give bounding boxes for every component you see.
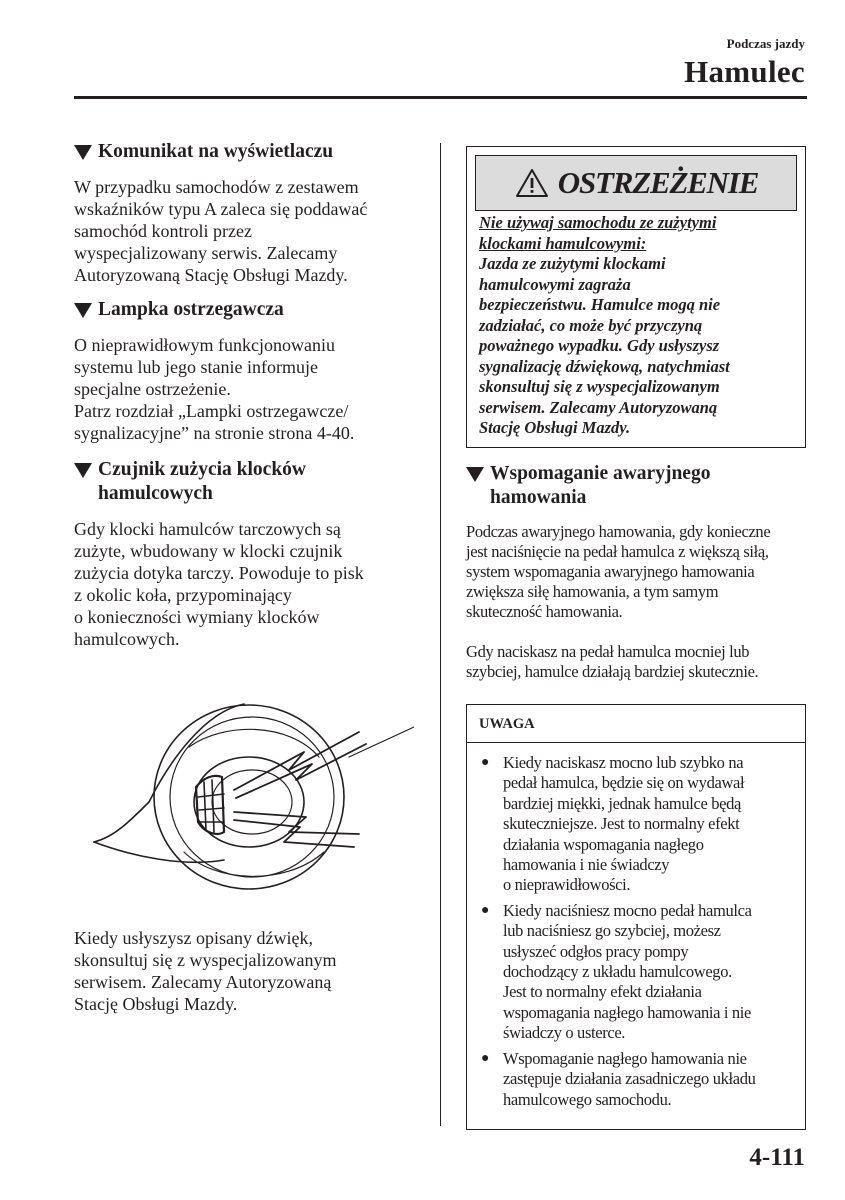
brake-wear-illustration [74, 682, 414, 912]
header-rule [74, 96, 807, 99]
warning-header [475, 155, 797, 211]
note-item: ● Kiedy naciskasz mocno lub szybko na pedał hamulca, będzie się on wydawał bardziej miękki, jednak hamulce będą skuteczniejsze. Jest to normalny efekt działania wspomagania nagłego hamowania i nie świadczy o nieprawidłowości. [481, 753, 745, 895]
note-title: UWAGA [467, 705, 805, 743]
note-item: ● Kiedy naciśniesz mocno pedał hamulca lub naciśniesz go szybciej, możesz usłyszeć odgłos pracy pompy dochodzący z układu hamulcowego. Jest to normalny efekt działania wspomagania nagłego hamowania i nie świadczy o usterce. [481, 900, 752, 1043]
warning-box [466, 146, 806, 448]
warning-text: Nie używaj samochodu ze zużytymi klockami hamulcowymi: Jazda ze zużytymi klockami hamulcowymi zagraża bezpieczeństwu. Hamulce mogą nie zadziałać, co może być przyczyną poważnego wypadku. Gdy usłyszysz sygnalizację dźwiękową, natychmiast skonsultuj się z wyspecjalizowanym serwisem. Zalecamy Autoryzowaną Stację Obsługi Mazdy. [479, 213, 730, 437]
right-column [466, 146, 806, 1130]
page-number: 4-111 [749, 1144, 805, 1171]
note-list [467, 743, 805, 1129]
note-box [466, 704, 806, 1130]
brake-assist-text-1: Podczas awaryjnego hamowania, gdy konieczne jest naciśnięcie na pedał hamulca z większą siłą, system wspomagania awaryjnego hamowania zwiększa siłę hamowania, a tym samym skuteczność hamowania. [466, 522, 771, 621]
left-column [74, 140, 414, 650]
note-item: ● Wspomaganie nagłego hamowania nie zastępuje działania zasadniczego układu hamulcowego samochodu. [481, 1048, 756, 1109]
triangle-bullet-icon [466, 467, 484, 482]
heading-brake-assist: Wspomaganie awaryjnego hamowania [466, 462, 806, 510]
wear-sensor-text: Gdy klocki hamulców tarczowych są zużyte, wbudowany w klocki czujnik zużycia dotyka tarczy. Powoduje to pisk z okolic koła, przypominający o konieczności wymiany klocków hamulcowych. [74, 519, 364, 649]
triangle-bullet-icon [74, 303, 92, 318]
column-divider [440, 143, 441, 1126]
heading-display-message: Komunikat na wyświetlaczu [74, 140, 414, 164]
triangle-bullet-icon [74, 463, 92, 478]
brake-assist-text-2: Gdy naciskasz na pedał hamulca mocniej lub szybciej, hamulce działają bardziej skutecznie. [466, 642, 759, 681]
bullet-dot-icon: ● [481, 755, 490, 770]
bullet-dot-icon: ● [481, 902, 490, 918]
triangle-bullet-icon [74, 145, 92, 160]
page-title: Hamulec [684, 54, 805, 89]
after-figure-text: Kiedy usłyszysz opisany dźwięk, skonsultuj się z wyspecjalizowanym serwisem. Zalecamy Autoryzowaną Stację Obsługi Mazdy. [74, 928, 337, 1014]
warning-label: OSTRZEŻENIE [557, 165, 759, 200]
running-header-section: Podczas jazdy [726, 36, 805, 51]
warning-lamp-text: O nieprawidłowym funkcjonowaniu systemu lub jego stanie informuje specjalne ostrzeżenie. Patrz rozdział „Lampki ostrzegawcze/ sygnalizacyjne” na stronie strona 4-40. [74, 335, 355, 443]
display-message-text: W przypadku samochodów z zestawem wskaźników typu A zaleca się poddawać samochód kontroli przez wyspecjalizowany serwis. Zalecamy Autoryzowaną Stację Obsługi Mazdy. [74, 177, 368, 285]
warning-triangle-icon [514, 167, 550, 199]
heading-warning-lamp: Lampka ostrzegawcza [74, 298, 414, 322]
bullet-dot-icon: ● [481, 1050, 490, 1066]
heading-wear-sensor: Czujnik zużycia klocków hamulcowych [74, 458, 414, 506]
